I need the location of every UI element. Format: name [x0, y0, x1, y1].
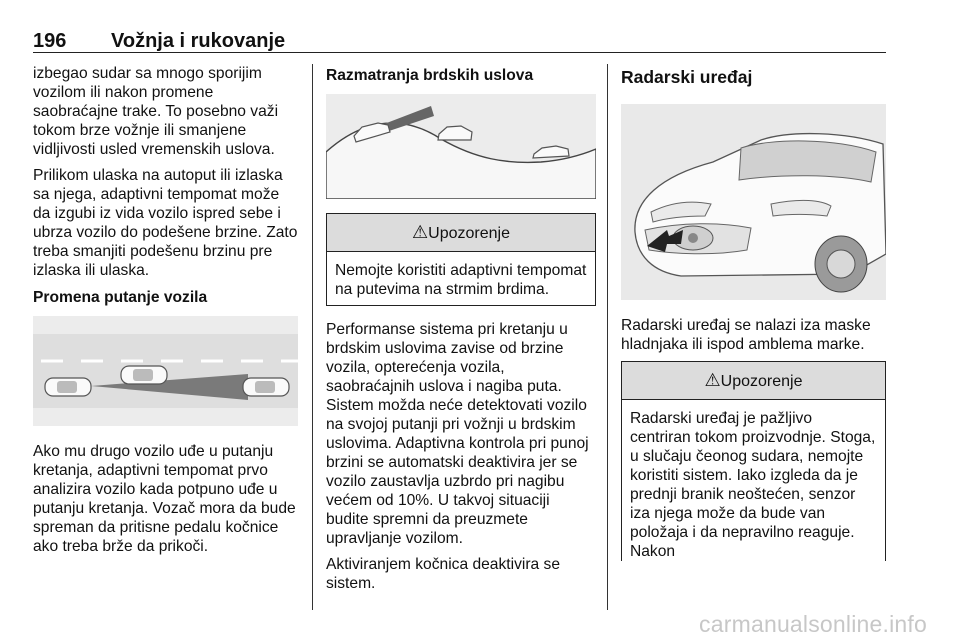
column-divider [312, 64, 313, 610]
page-number: 196 [33, 30, 67, 52]
page-title: Vožnja i rukovanje [111, 30, 286, 52]
subheading-lane-change: Promena putanje vozila [33, 289, 208, 306]
car-ahead [243, 378, 289, 396]
warning-title: Upozorenje [428, 225, 510, 242]
warning-text: Radarski uređaj je pažljivo centriran tokom proizvodnje. Stoga, u slučaju čeonog sudara, nemojte koristiti sistem. Iako izgleda da je prednji branik neoštećen, senzor iza njega može da bude van položaja i da nepravilno reaguje. Nakon [630, 410, 876, 560]
section-heading-radar: Radarski uređaj [621, 67, 753, 87]
paragraph: Aktiviranjem kočnica deaktivira se sistem. [326, 556, 560, 592]
page-header [33, 30, 886, 53]
warning-box [326, 213, 596, 306]
column-right [621, 64, 886, 561]
warning-icon: ⚠ [704, 370, 721, 390]
warning-header [622, 362, 885, 400]
column-divider [607, 64, 608, 610]
warning-text: Nemojte koristiti adaptivni tempomat na putevima na strmim brdima. [335, 262, 587, 298]
warning-title: Upozorenje [720, 373, 803, 390]
paragraph: Radarski uređaj se nalazi iza maske hladnjaka ili ispod amblema marke. [621, 317, 871, 353]
lane-change-illustration [33, 316, 298, 426]
car-merging [121, 366, 167, 384]
radar-car-illustration [621, 104, 886, 300]
paragraph: Ako mu drugo vozilo uđe u putanju kretanja, adaptivni tempomat prvo analizira vozilo kada potpuno uđe u putanju kretanja. Vozač mora da bude spreman da pritisne pedalu kočnice ako treba brže da prikoči. [33, 443, 296, 555]
warning-header [327, 214, 595, 252]
paragraph: Performanse sistema pri kretanju u brdskim uslovima zavise od brzine vozila, opterećenja vozila, saobraćajnih uslova i nagiba puta. Sistem možda neće detektovati vozilo na svojoj putanji pri vožnji u brdskim uslovima. Adaptivna kontrola pri punoj brzini se automatski deaktivira jer se vozilo zaustavlja uzbrdo pri nagibu većem od 10%. U takvoj situaciji budite spremni da preuzmete upravljanje vozilom. [326, 321, 589, 547]
watermark: carmanualsonline.info [699, 611, 927, 637]
subheading-hills: Razmatranja brdskih uslova [326, 67, 534, 84]
hill-illustration [326, 94, 596, 199]
warning-box [621, 361, 886, 561]
column-left [33, 64, 298, 563]
car-own [45, 378, 91, 396]
warning-icon: ⚠ [412, 222, 429, 242]
paragraph: Prilikom ulaska na autoput ili izlaska sa njega, adaptivni tempomat može da izgubi iz vida vozilo ispred sebe i ubrza vozilo do podešene brzine. Zato treba smanjiti podešenu brzinu pre izlaska ili ulaska. [33, 167, 298, 279]
column-middle [326, 64, 596, 600]
paragraph: izbegao sudar sa mnogo sporijim vozilom ili nakon promene saobraćajne trake. To posebno važi tokom brze vožnje ili smanjene vidljivosti usled vremenskih uslova. [33, 65, 279, 158]
